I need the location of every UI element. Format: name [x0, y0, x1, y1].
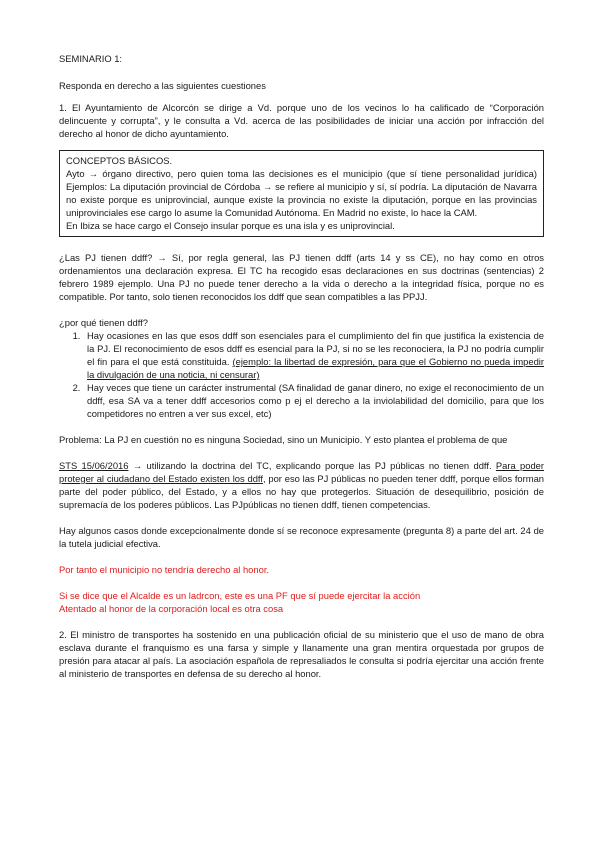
red-note-mayor: Si se dice que el Alcalde es un ladrcon, este es una PF que sí puede ejercitar la acción: [59, 590, 421, 601]
instructions: Responda en derecho a las siguientes cuestiones: [59, 80, 266, 91]
sts-paragraph: [59, 459, 544, 511]
document-page: [59, 52, 544, 680]
red-note-corporation: Atentado al honor de la corporación local es otra cosa: [59, 603, 284, 614]
exceptions-paragraph: Hay algunos casos donde excepcionalmente donde sí se reconoce expresamente (pregunta 8) a parte del art. 24 de la tutela judicial efectiva.: [59, 525, 544, 549]
reasons-list: [59, 329, 544, 420]
list-item: [83, 381, 544, 420]
list-item-text: Hay ocasiones en las que esos ddff son esenciales para el cumplimiento del fin que justifica la existencia de la PJ. El reconocimiento de esos ddff es esencial para la PJ, si no se les reconociera, la PJ no podría cumplir el fin para el que está constituida.: [87, 330, 544, 367]
sts-reference: STS 15/06/2016: [59, 460, 129, 471]
sts-underlined: Para poder proteger al ciudadano del Estado existen los ddff: [59, 460, 545, 484]
sts-text-2: , por eso las PJ públicas no pueden tener ddff, porque ellos forman parte del poder público, del Estado, y a ellos no hay que protegerlos. Situación de desequilibrio, posición de supremacía de los poderes públicos. Las PJpúblicas no tienen ddff, tienen competencias.: [59, 473, 544, 510]
question-1: 1. El Ayuntamiento de Alcorcón se dirige a Vd. porque uno de los vecinos lo ha calificado de “Corporación delincuente y corrupta”, y le consulta a Vd. acerca de las posibilidades de iniciar una acción por infracción del derecho al honor de dicho ayuntamiento.: [59, 102, 544, 139]
sts-text-1: → utilizando la doctrina del TC, explicando porque las PJ públicas no tienen ddff.: [128, 460, 496, 471]
why-question: ¿por qué tienen ddff?: [59, 317, 148, 328]
concepts-paragraph: Ayto → órgano directivo, pero quien toma las decisiones es el municipio (que sí tiene personalidad jurídica) Ejemplos: La diputación provincial de Córdoba → se refiere al municipio y sí, sí podría. La diputación de Navarra no existe porque es uniprovincial, aunque existe la provincia no existe la diputación, porque en las provincias uniprovinciales ese cargo lo asume la Comunidad Autónoma. En Madrid no existe, lo hace la CAM.: [66, 168, 537, 218]
list-item-underlined: (ejemplo: la libertad de expresión, para que el Gobierno no pueda impedir la divulgación de una noticia, ni censurar): [87, 356, 544, 380]
pj-ddff-paragraph: ¿Las PJ tienen ddff? → Sí, por regla general, las PJ tienen ddff (arts 14 y ss CE), no hay como en otros ordenamientos una declaración expresa. El TC ha recogido esas declaraciones en sus doctrinas (sentencias) 2 febrero 1989 ejemplo. Una PJ no puede tener derecho a la vida o derecho a la integridad física, porque no es compatible. Por tanto, solo tienen reconocidos los ddff que sean compatibles a las PPJJ.: [59, 252, 544, 302]
conclusion-red: Por tanto el municipio no tendría derecho al honor.: [59, 564, 270, 575]
list-item-text: Hay veces que tiene un carácter instrumental (SA finalidad de ganar dinero, no exige el reconocimiento de un ddff, esa SA va a tener ddff accesorios como p ej el derecho a la inviolabilidad del domicilio, para que los competidores no entren a ver sus excel, etc): [87, 382, 544, 419]
concepts-heading: CONCEPTOS BÁSICOS.: [66, 155, 173, 166]
question-2: 2. El ministro de transportes ha sostenido en una publicación oficial de su ministerio que el uso de mano de obra esclava durante el franquismo es una farsa y simple y llanamente una gran mentira orquestada por grupos de presión para atacar al país. La asociación española de represaliados le consulta si podría ejercitar una acción frente al ministerio de transportes en defensa de su derecho al honor.: [59, 629, 544, 679]
concepts-ibiza-note: En Ibiza se hace cargo el Consejo insular porque es una isla y es uniprovincial.: [66, 220, 395, 231]
seminar-title: SEMINARIO 1:: [59, 53, 123, 64]
list-item: [83, 329, 544, 381]
concepts-box: [59, 150, 544, 237]
problem-paragraph: Problema: La PJ en cuestión no es ninguna Sociedad, sino un Municipio. Y esto plantea el problema de que: [59, 434, 508, 445]
